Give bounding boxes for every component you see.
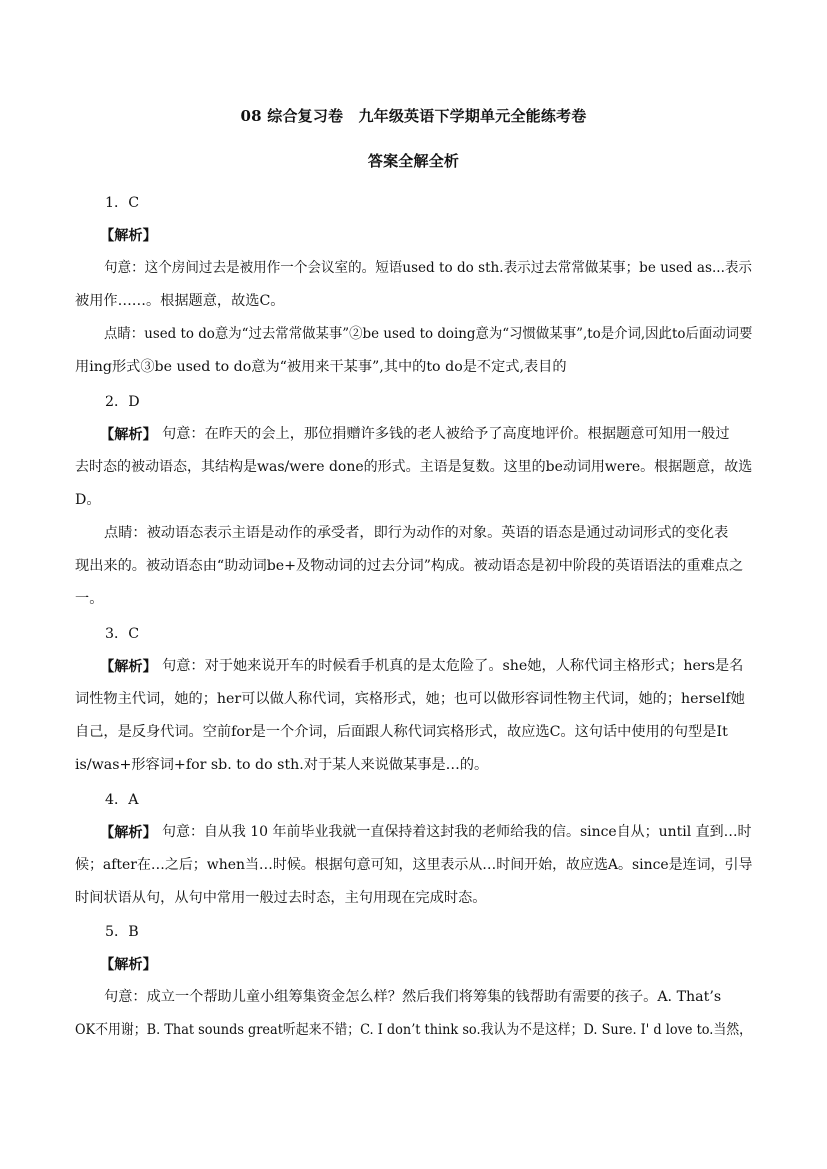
answer-line: 点睛：被动语态表示主语是动作的承受者，即行为动作的对象。英语的语态是通过动词形式的变化表 (104, 525, 729, 541)
analysis-tag: 【解析】 (100, 659, 157, 675)
answer-line: 被用作……。根据题意，故选C。 (75, 293, 285, 309)
answer-line: 句意：自从我 10 年前毕业我就一直保持着这封我的老师给我的信。since自从；until 直到…时 (162, 824, 752, 840)
question-number: 1．C (105, 195, 140, 211)
document-subtitle: 答案全解全析 (367, 152, 460, 170)
answer-line: 句意：对于她来说开车的时候看手机真的是太危险了。she她，人称代词主格形式；hers是名 (162, 658, 744, 674)
answer-line: 词性物主代词，她的；her可以做人称代词，宾格形式，她；也可以做形容词性物主代词，她的；herself她 (75, 691, 745, 707)
answer-line: 自己，是反身代词。空前for是一个介词，后面跟人称代词宾格形式，故应选C。这句话中使用的句型是It (75, 724, 728, 740)
answer-line: 点睛：used to do意为“过去常常做某事”②be used to doing意为“习惯做某事”,to是介词,因此to后面动词要 (104, 326, 753, 342)
question-number: 2．D (105, 394, 140, 410)
answer-line: 一。 (75, 591, 104, 607)
question-number: 5．B (105, 924, 139, 940)
analysis-tag: 【解析】 (100, 427, 157, 443)
question-number: 4．A (105, 792, 139, 808)
answer-line: 句意：在昨天的会上，那位捐赠许多钱的老人被给予了高度地评价。根据题意可知用一般过 (162, 426, 730, 442)
answer-line: is/was+形容词+for sb. to do sth.对于某人来说做某事是…的。 (75, 757, 489, 773)
answer-line: 句意：这个房间过去是被用作一个会议室的。短语used to do sth.表示过去常常做某事；be used as...表示 (104, 260, 753, 276)
answer-line: OK不用谢；B. That sounds great听起来不错；C. I don’t think so.我认为不是这样；D. Sure. I' d love to.当然， (75, 1022, 752, 1038)
answer-line: 时间状语从句，从句中常用一般过去时态，主句用现在完成时态。 (75, 890, 487, 906)
document-title: 08 综合复习卷 九年级英语下学期单元全能练考卷 (240, 107, 587, 125)
answer-line: D。 (75, 492, 101, 508)
answer-line: 去时态的被动语态，其结构是was/were done的形式。主语是复数。这里的be动词用were。根据题意，故选 (75, 459, 753, 475)
answer-line: 用ing形式③be used to do意为“被用来干某事”,其中的to do是不定式,表目的 (75, 359, 567, 375)
question-number: 3．C (105, 626, 140, 642)
answer-line: 现出来的。被动语态由“助动词be+及物动词的过去分词”构成。被动语态是初中阶段的英语语法的重难点之 (75, 558, 744, 574)
analysis-tag: 【解析】 (100, 957, 157, 973)
answer-line: 候；after在…之后；when当…时候。根据句意可知，这里表示从…时间开始，故应选A。since是连词，引导 (75, 857, 753, 873)
answer-line: 句意：成立一个帮助儿童小组筹集资金怎么样？然后我们将筹集的钱帮助有需要的孩子。A. That’s (104, 989, 722, 1005)
analysis-tag: 【解析】 (100, 228, 157, 244)
analysis-tag: 【解析】 (100, 825, 157, 841)
